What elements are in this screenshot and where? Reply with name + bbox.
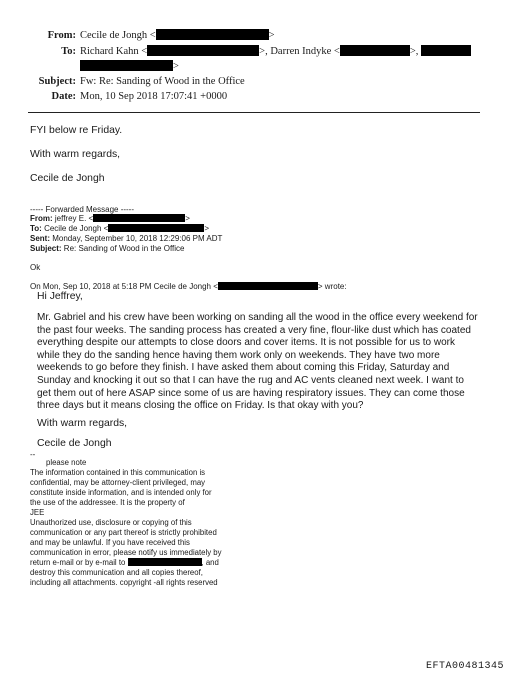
date-value: Mon, 10 Sep 2018 17:07:41 +0000 (80, 91, 228, 102)
forwarded-sent-row (30, 234, 222, 244)
body-line: Sunday and knocking it out so that I can have the rug and AC vents cleaned next week. I want to (37, 374, 464, 386)
redaction-box (218, 282, 318, 290)
redaction-box (147, 45, 259, 56)
disclaimer-line: return e-mail or by e-mail to , and (30, 558, 219, 567)
forwarded-from-row: From: jeffrey E. < > (30, 214, 190, 223)
body-line: three days but it means closing the office on Friday. Is that okay with you? (37, 400, 364, 412)
disclaimer-line: Unauthorized use, disclosure or copying of this (30, 518, 192, 527)
close-bracket: > (173, 61, 179, 72)
redaction-box (421, 45, 471, 56)
bates-number: EFTA00481345 (425, 661, 504, 672)
forwarded-from-label: From: (30, 214, 53, 223)
signature-separator: -- (30, 450, 36, 459)
subject-value: Fw: Re: Sanding of Wood in the Office (80, 76, 245, 87)
from-value: Cecile de Jongh < (80, 30, 156, 41)
reply-signature: Cecile de Jongh (37, 438, 112, 449)
disclaimer-line: The information contained in this communication is (30, 468, 206, 477)
disclaimer-line: JEE (30, 508, 45, 517)
to-value-2: >, Darren Indyke < (259, 46, 340, 57)
to-value: Richard Kahn < (80, 46, 148, 57)
forwarded-subject-row (30, 244, 184, 254)
header-divider (28, 112, 480, 113)
disclaimer-line: communication or any part thereof is strictly prohibited (30, 528, 217, 537)
header-to-continuation (80, 59, 179, 74)
reply-attribution: On Mon, Sep 10, 2018 at 5:18 PM Cecile de Jongh < > wrote: (30, 282, 347, 291)
reply-body (37, 312, 487, 413)
reply-greeting: Hi Jeffrey, (37, 291, 83, 302)
disclaimer-line: constitute inside information, and is intended only for (30, 488, 212, 497)
forwarded-subject-value: Re: Sanding of Wood in the Office (63, 244, 185, 253)
body-line: weekends to go before they finish. I have asked them about coming this Friday, Saturday and (37, 362, 450, 374)
redaction-box (93, 214, 185, 222)
forwarded-to-label: To: (30, 224, 42, 233)
redaction-box (156, 29, 269, 40)
reply-ok: Ok (30, 263, 41, 272)
from-label: From: (47, 30, 76, 41)
disclaimer (30, 458, 222, 588)
intro-greeting: With warm regards, (30, 149, 121, 160)
subject-label: Subject: (38, 76, 76, 87)
body-line: while they do the sanding hence having them work only on weekends. They have two more (37, 349, 440, 361)
disclaimer-line: confidential, may be attorney-client privileged, may (30, 478, 206, 487)
redaction-box (128, 558, 202, 566)
to-label: To: (61, 46, 76, 57)
close-bracket: > (268, 30, 275, 41)
forwarded-sent-label: Sent: (30, 234, 50, 243)
redaction-box (340, 45, 410, 56)
intro-line: FYI below re Friday. (30, 125, 123, 136)
body-line: Mr. Gabriel and his crew have been working on sanding all the wood in the office every weekend for (37, 312, 478, 323)
forwarded-sent-value: Monday, September 10, 2018 12:29:06 PM ADT (52, 234, 223, 243)
date-label: Date: (51, 91, 76, 102)
forwarded-to-row: To: Cecile de Jongh < > (30, 224, 210, 233)
forwarded-to-value: Cecile de Jongh < (44, 224, 109, 233)
forwarded-marker: ----- Forwarded Message ----- (30, 205, 135, 214)
disclaimer-line: and may be unlawful. If you have received this (30, 538, 190, 547)
to-value-3: >, (409, 46, 419, 57)
disclaimer-line: including all attachments. copyright -all rights reserved (30, 578, 218, 587)
body-line: the past four weeks. The sanding process has created a very fine, flour-like dust which has coated (37, 324, 471, 336)
body-line: get them out of here ASAP since some of us are having respiratory issues. They can come those (37, 387, 465, 399)
disclaimer-line: destroy this communication and all copies thereof, (30, 568, 203, 577)
body-line: everything despite our attempts to close doors and cover items. It is not possible for us to work (37, 337, 455, 349)
disclaimer-line: the use of the addressee. It is the property of (30, 498, 185, 507)
disclaimer-title: please note (46, 458, 87, 467)
intro-signature: Cecile de Jongh (30, 173, 105, 184)
redaction-box (108, 224, 204, 232)
reply-closing: With warm regards, (37, 418, 128, 429)
disclaimer-line: communication in error, please notify us immediately by (30, 548, 222, 557)
forwarded-subject-label: Subject: (30, 244, 62, 253)
forwarded-from-value: jeffrey E. < (54, 214, 94, 223)
redaction-box (80, 60, 173, 71)
